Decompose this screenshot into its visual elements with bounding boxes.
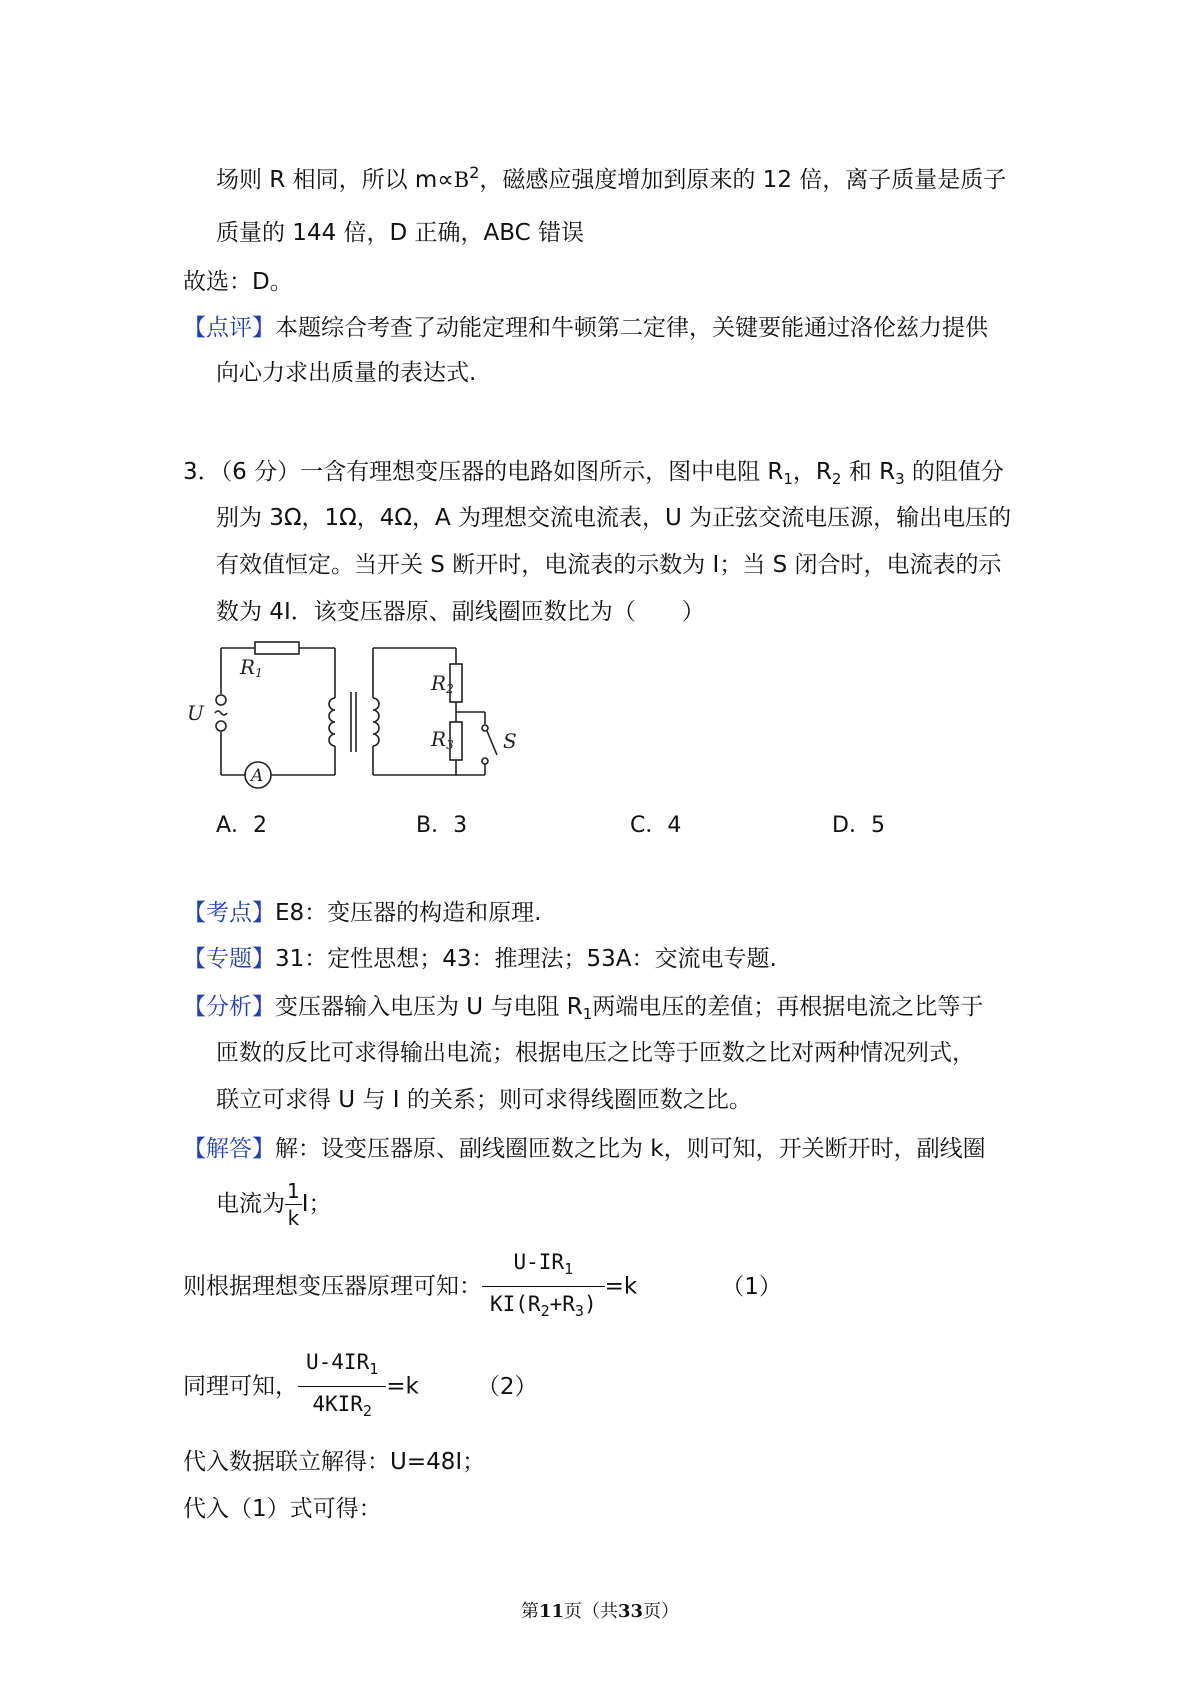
review-line: 【点评】本题综合考查了动能定理和牛顿第二定律，关键要能通过洛伦兹力提供 [183, 315, 988, 341]
question-line: 3．（6 分）一含有理想变压器的电路如图所示，图中电阻 $R_1$，$R_2$ 和 $R_3$ 的阻值分 [183, 459, 1004, 488]
review-tag: 【点评】 [183, 315, 275, 341]
option-b: B．3 [416, 813, 468, 838]
option-a: A．2 [216, 813, 268, 838]
text-line: 场则 R 相同，所以 $m\propto B^2$，磁感应强度增加到原来的 12 倍，离子质量是质子 [216, 163, 1007, 193]
svg-text:S: S [503, 729, 517, 753]
svg-text:A: A [251, 766, 264, 786]
question-line: 有效值恒定。当开关 S 断开时，电流表的示数为 I；当 S 闭合时，电流表的示 [216, 552, 1002, 578]
page-total: 33 [618, 1601, 644, 1622]
circuit-diagram [185, 640, 525, 800]
text-line: 电流为 $\frac{1}{k}$ I； [216, 1179, 332, 1230]
switch-s [487, 731, 497, 755]
question-line: 数为 4I．该变压器原、副线圈匝数比为（ ） [216, 599, 705, 625]
svg-text:U: U [187, 701, 204, 725]
option-c: C．4 [630, 813, 682, 838]
equation-2: 同理可知， $\frac{U-4IR_1}{4KIR_2}$ =k （2） [183, 1347, 537, 1426]
text-line: 质量的 144 倍，D 正确，ABC 错误 [216, 220, 585, 246]
question-line: 别为 3Ω，1Ω，4Ω，A 为理想交流电流表，U 为正弦交流电压源，输出电压的 [216, 505, 1012, 531]
resistor-r1 [255, 642, 299, 654]
fenxi-line: 【分析】变压器输入电压为 U 与电阻 $R_1$两端电压的差值；再根据电流之比等于 [183, 994, 984, 1023]
equation-2-fraction: $\frac{U-4IR_1}{4KIR_2}$ [298, 1347, 386, 1426]
text-line: 代入（1）式可得： [183, 1496, 382, 1522]
jieda-tag: 【解答】 [183, 1136, 275, 1162]
text-line: 匝数的反比可求得输出电流；根据电压之比等于匝数之比对两种情况列式， [216, 1040, 975, 1066]
zhuanti-line: 【专题】31：定性思想；43：推理法；53A：交流电专题. [183, 946, 777, 972]
text-line: 代入数据联立解得：U=48I； [183, 1449, 486, 1475]
text-line: 向心力求出质量的表达式. [216, 360, 477, 386]
kaodian-line: 【考点】E8：变压器的构造和原理. [183, 900, 542, 926]
text-line: 故选：D。 [183, 269, 293, 295]
page-footer: 第11页（共33页） [520, 1601, 680, 1622]
fenxi-tag: 【分析】 [183, 994, 275, 1020]
secondary-coil [373, 698, 379, 746]
kaodian-tag: 【考点】 [183, 900, 275, 926]
text-line: 联立可求得 U 与 I 的关系；则可求得线圈匝数之比。 [216, 1087, 752, 1113]
zhuanti-tag: 【专题】 [183, 946, 275, 972]
equation-1-fraction: $\frac{U-IR_1}{KI(R_2+R_3)}$ [482, 1247, 605, 1326]
equation-1: 则根据理想变压器原理可知： $\frac{U-IR_1}{KI(R_2+R_3)}$ =k （1） [183, 1247, 782, 1326]
page-number: 11 [538, 1601, 564, 1622]
svg-text:R3: R3 [431, 727, 454, 752]
fraction: $\frac{1}{k}$ [287, 1179, 300, 1230]
svg-text:R1: R1 [240, 655, 263, 680]
svg-text:R2: R2 [431, 671, 454, 696]
jieda-line: 【解答】解：设变压器原、副线圈匝数之比为 k，则可知，开关断开时，副线圈 [183, 1136, 986, 1162]
primary-coil [329, 698, 335, 746]
option-d: D．5 [832, 813, 885, 838]
